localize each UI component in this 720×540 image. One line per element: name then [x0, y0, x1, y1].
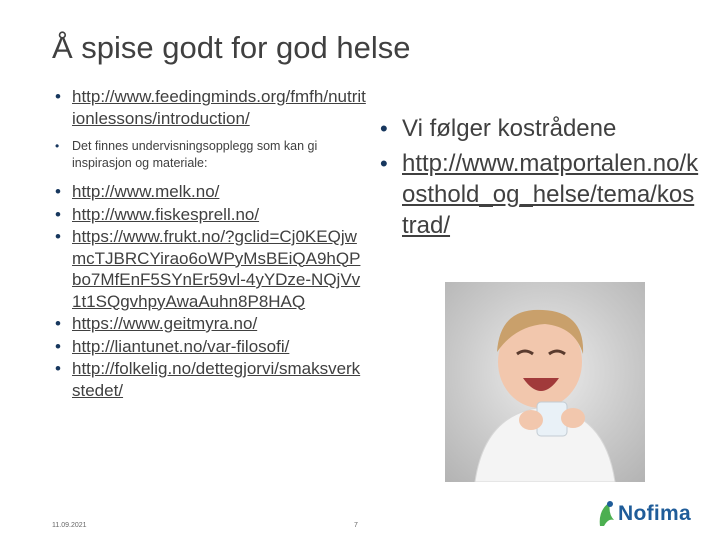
link-feedingminds[interactable]: http://www.feedingminds.org/fmfh/nutritionlessons/introduction/ — [72, 87, 366, 128]
bullet-icon: • — [55, 227, 61, 246]
bullet-icon: • — [55, 182, 61, 201]
list-item — [52, 181, 367, 203]
list-item — [52, 138, 367, 172]
list-item — [380, 113, 700, 144]
left-bullet-list — [52, 86, 367, 401]
child-illustration — [445, 282, 645, 482]
list-item — [52, 204, 367, 226]
link-liantunet[interactable]: http://liantunet.no/var-filosofi/ — [72, 336, 290, 356]
list-item — [52, 358, 367, 401]
bullet-icon: • — [55, 204, 61, 224]
link-matportalen[interactable]: http://www.matportalen.no/kosthold_og_helse/tema/kostrad/ — [402, 150, 699, 239]
right-bullet-list — [380, 113, 700, 241]
bullet-icon: • — [380, 151, 388, 176]
intro-text: Det finnes undervisningsopplegg som kan gi inspirasjon og materiale: — [72, 139, 318, 170]
logo-text: Nofima — [618, 502, 691, 525]
slide-title: Å spise godt for god helse — [52, 30, 411, 65]
bullet-icon: • — [55, 359, 61, 378]
link-folkelig[interactable]: http://folkelig.no/dettegjorvi/smaksverkstedet/ — [72, 359, 361, 400]
nofima-logo — [596, 496, 706, 532]
footer-date: 11.09.2021 — [52, 522, 87, 529]
link-fiskesprell[interactable]: http://www.fiskesprell.no/ — [72, 204, 260, 224]
list-item — [380, 148, 700, 241]
page-number: 7 — [354, 522, 358, 529]
bullet-icon: • — [55, 139, 60, 153]
bullet-icon: • — [55, 87, 61, 106]
child-photo — [445, 282, 645, 482]
list-item — [52, 86, 367, 129]
link-frukt[interactable]: https://www.frukt.no/?gclid=Cj0KEQjwmcTJBRCYirao6oWPyMsBEiQA9hQPbo7MfEnF5SYnEr59vl-4yYDze-NQjVv1t1SQgvhpyAwaAuhn8P8HAQ — [72, 227, 361, 311]
bullet-icon: • — [55, 336, 61, 356]
list-item — [52, 313, 367, 335]
link-geitmyra[interactable]: https://www.geitmyra.no/ — [72, 314, 258, 333]
bullet-icon: • — [55, 314, 61, 333]
link-melk[interactable]: http://www.melk.no/ — [72, 182, 220, 201]
bullet-icon: • — [380, 116, 388, 141]
right-column — [380, 113, 700, 245]
left-column — [52, 86, 367, 402]
list-item — [52, 336, 367, 358]
kostrad-text: Vi følger kostrådene — [402, 115, 617, 142]
list-item — [52, 226, 367, 312]
nofima-leaf-icon — [596, 498, 618, 530]
